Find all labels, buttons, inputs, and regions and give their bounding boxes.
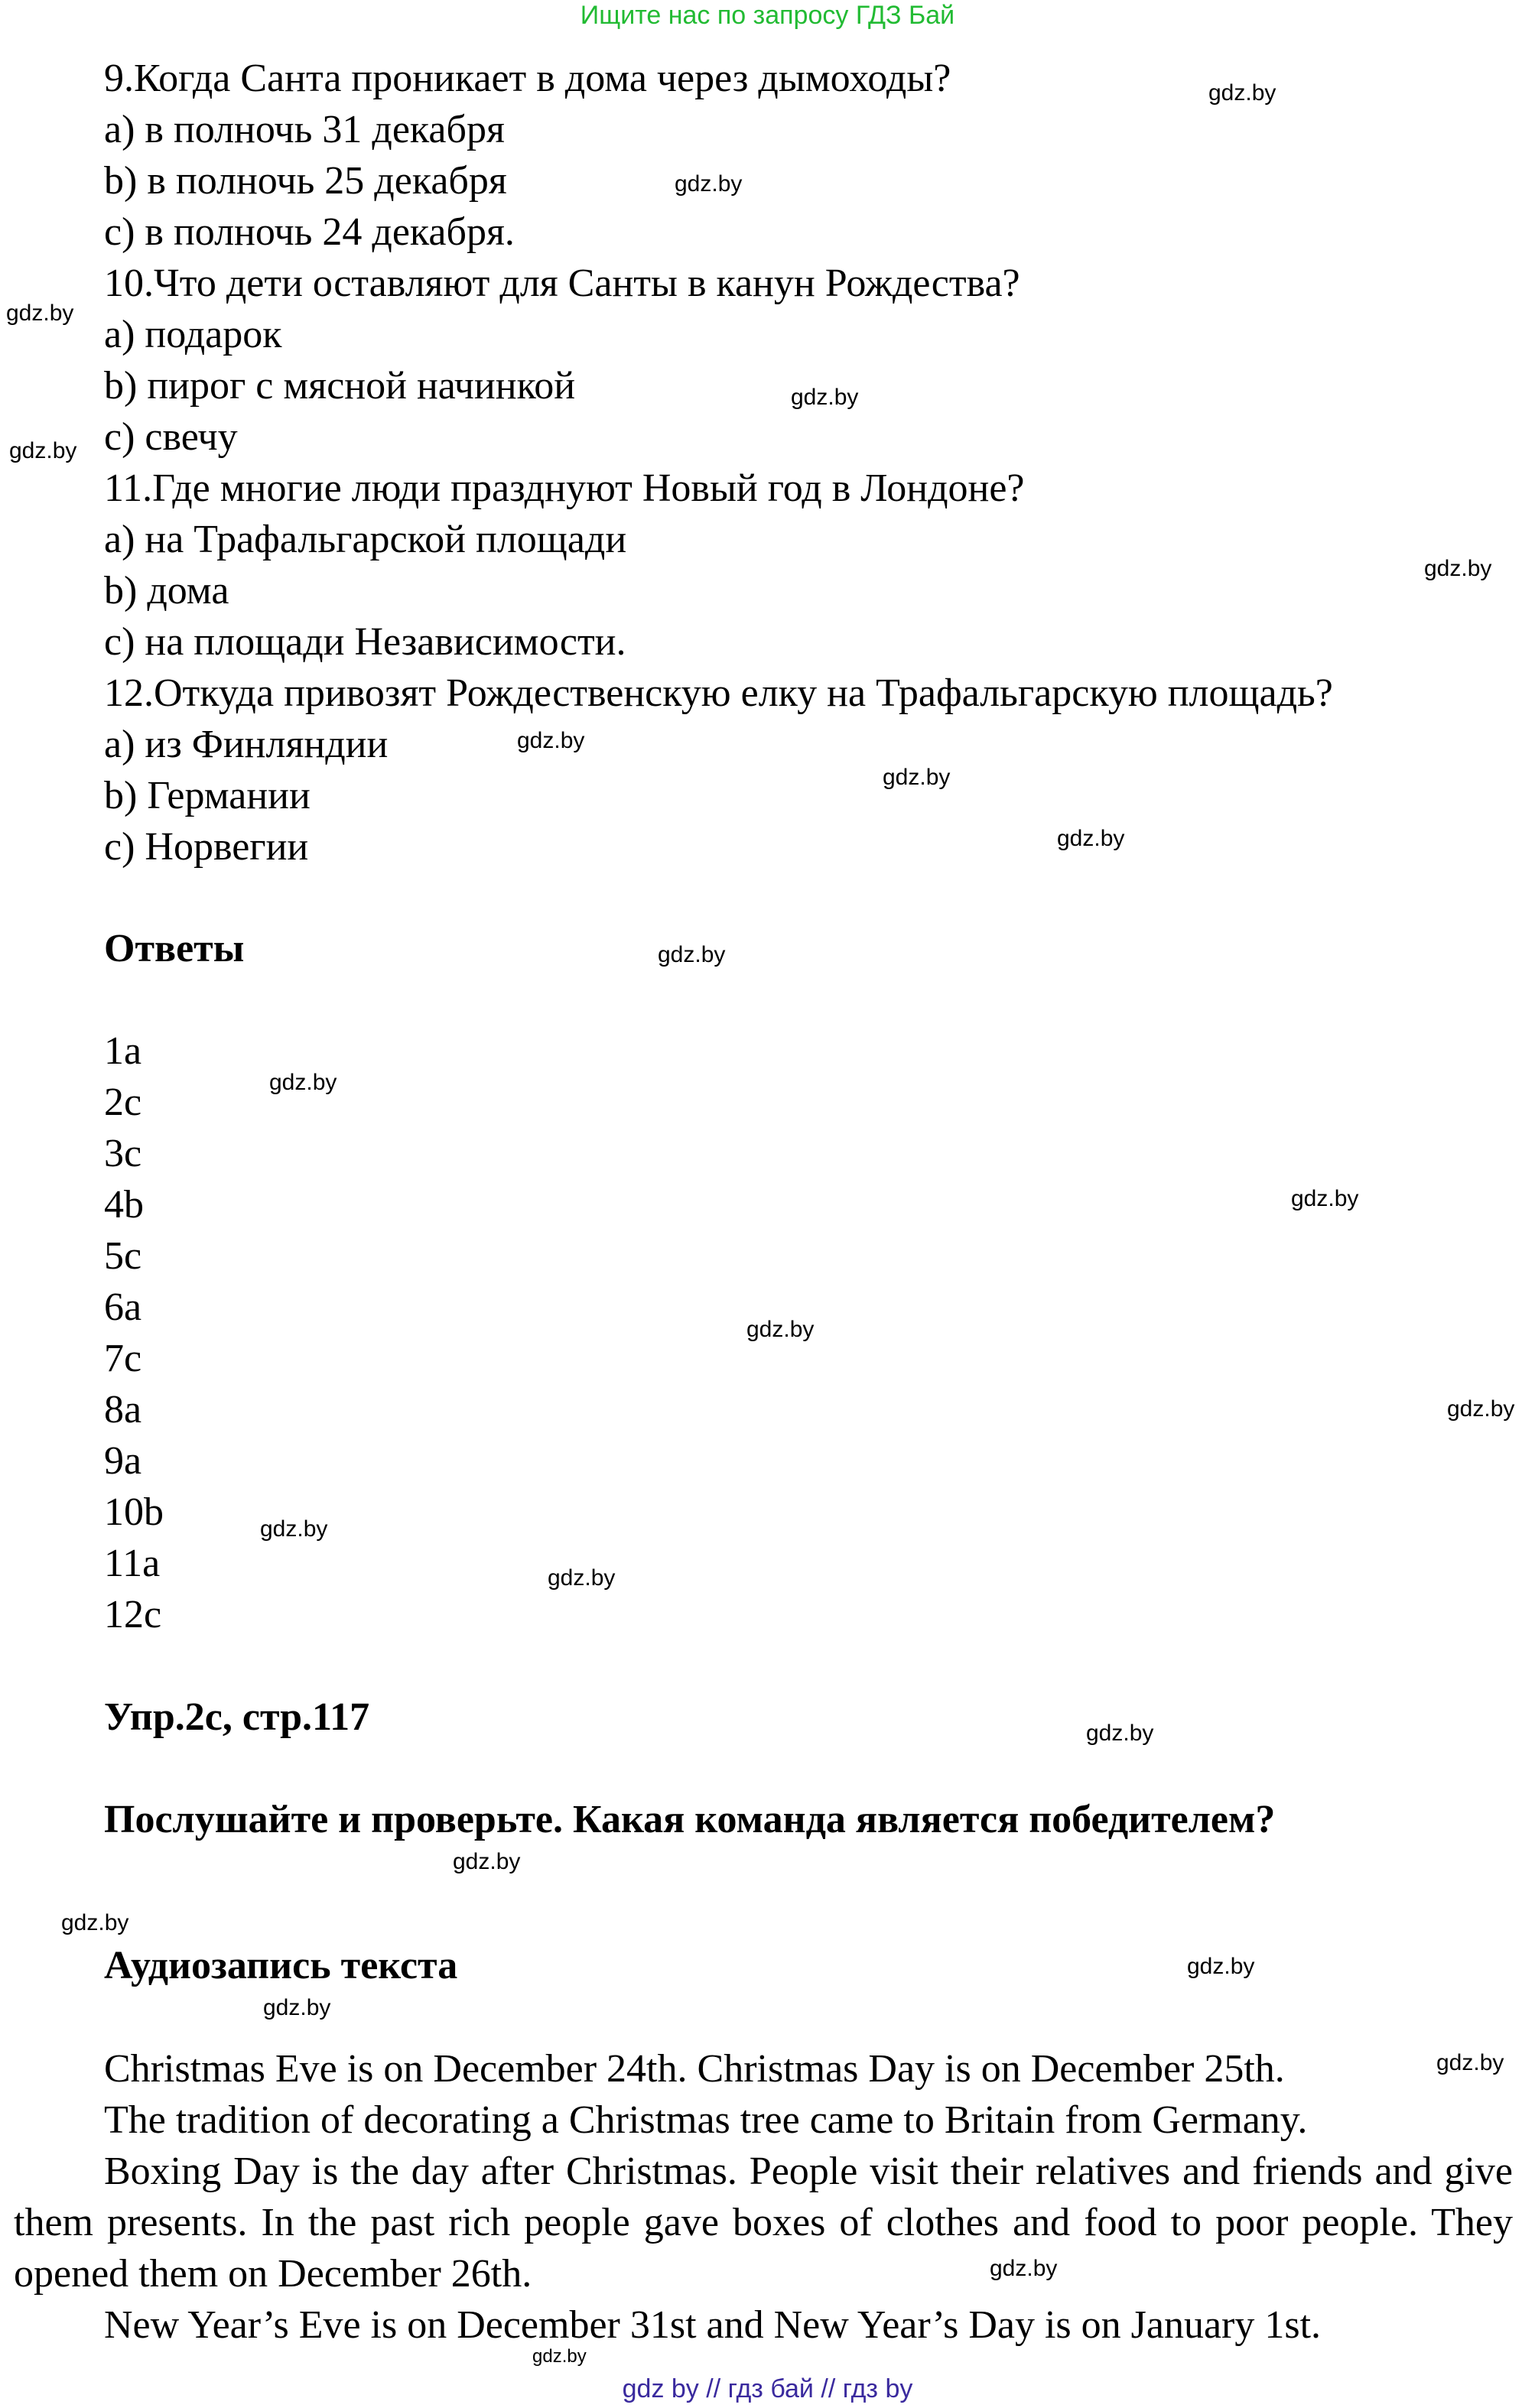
answer-item: 7c: [104, 1337, 142, 1380]
watermark: gdz.by: [1187, 1954, 1255, 1979]
answer-item: 8a: [104, 1388, 142, 1431]
answer-item: 5c: [104, 1234, 142, 1278]
question-12-option-c: с) Норвегии: [104, 825, 309, 869]
watermark: gdz.by: [453, 1849, 521, 1874]
question-9: 9.Когда Санта проникает в дома через дымоходы?: [104, 57, 951, 100]
answer-item: 4b: [104, 1183, 144, 1227]
watermark: gdz.by: [260, 1516, 328, 1542]
exercise-heading: Упр.2с, стр.117: [104, 1695, 370, 1739]
question-11: 11.Где многие люди празднуют Новый год в Лондоне?: [104, 466, 1025, 510]
question-12-option-b: b) Германии: [104, 774, 311, 817]
question-12-option-a: а) из Финляндии: [104, 723, 389, 766]
watermark: gdz.by: [746, 1317, 815, 1342]
top-search-link[interactable]: Ищите нас по запросу ГДЗ Бай: [580, 1, 955, 30]
watermark: gdz.by: [1436, 2050, 1504, 2075]
answer-item: 1a: [104, 1029, 142, 1073]
question-11-option-c: с) на площади Независимости.: [104, 620, 626, 664]
watermark: gdz.by: [517, 728, 585, 753]
watermark: gdz.by: [9, 438, 77, 463]
question-10: 10.Что дети оставляют для Санты в канун Рождества?: [104, 262, 1020, 305]
watermark: gdz.by: [1424, 556, 1492, 581]
answer-item: 6a: [104, 1285, 142, 1329]
watermark: gdz.by: [675, 171, 743, 197]
answer-item: 12c: [104, 1593, 162, 1636]
watermark: gdz.by: [1208, 80, 1276, 106]
question-9-option-c: с) в полночь 24 декабря.: [104, 210, 515, 254]
watermark: gdz.by: [990, 2256, 1058, 2281]
watermark: gdz.by: [548, 1565, 616, 1591]
watermark: gdz.by: [61, 1910, 129, 1935]
question-11-option-a: а) на Трафальгарской площади: [104, 518, 627, 561]
watermark: gdz.by: [263, 1995, 331, 2020]
answer-item: 3c: [104, 1132, 142, 1175]
exercise-task: Послушайте и проверьте. Какая команда является победителем?: [104, 1798, 1276, 1841]
transcript-paragraph: New Year’s Eve is on December 31st and New Year’s Day is on January 1st.: [104, 2303, 1322, 2347]
watermark: gdz.by: [1057, 826, 1125, 851]
watermark: gdz.by: [791, 385, 859, 410]
transcript-paragraph: The tradition of decorating a Christmas tree came to Britain from Germany.: [104, 2098, 1308, 2142]
answer-item: 2c: [104, 1081, 142, 1124]
footer-links[interactable]: gdz by // гдз бай // гдз by: [622, 2374, 913, 2403]
question-10-option-b: b) пирог с мясной начинкой: [104, 364, 576, 408]
answers-heading: Ответы: [104, 927, 245, 970]
question-12: 12.Откуда привозят Рождественскую елку на Трафальгарскую площадь?: [104, 671, 1333, 715]
watermark: gdz.by: [883, 765, 951, 790]
question-11-option-b: b) дома: [104, 569, 229, 613]
question-9-option-b: b) в полночь 25 декабря: [104, 159, 507, 203]
transcript-paragraph: Boxing Day is the day after Christmas. People visit their relatives and friends and give them presents. In the past rich people gave boxes of clothes and food to poor people. They opened them on December 26th.: [14, 2150, 1513, 2296]
watermark: gdz.by: [1086, 1721, 1154, 1746]
question-10-option-a: а) подарок: [104, 313, 282, 356]
watermark: gdz.by: [1291, 1186, 1359, 1211]
transcript-paragraph: Christmas Eve is on December 24th. Christmas Day is on December 25th.: [104, 2047, 1285, 2091]
answer-item: 10b: [104, 1490, 164, 1534]
watermark: gdz.by: [532, 2346, 587, 2367]
transcript-heading: Аудиозапись текста: [104, 1944, 458, 1987]
watermark: gdz.by: [1447, 1396, 1515, 1422]
watermark: gdz.by: [6, 301, 74, 326]
watermark: gdz.by: [658, 942, 726, 967]
watermark: gdz.by: [269, 1070, 337, 1095]
answer-item: 11a: [104, 1542, 161, 1585]
answer-item: 9a: [104, 1439, 142, 1483]
question-10-option-c: с) свечу: [104, 415, 238, 459]
question-9-option-a: а) в полночь 31 декабря: [104, 108, 505, 151]
